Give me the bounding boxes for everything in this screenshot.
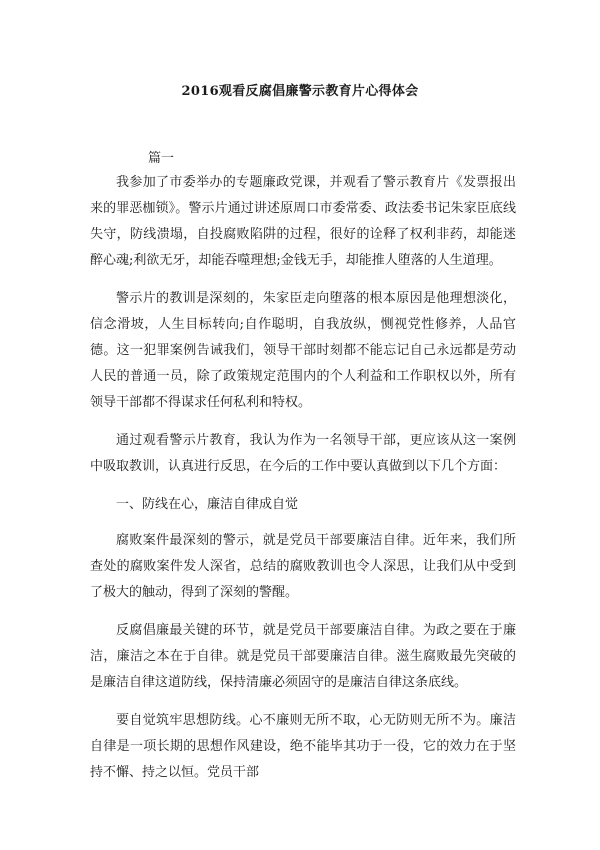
section-label: 篇一 (148, 151, 175, 166)
document-title: 2016观看反腐倡廉警示教育片心得体会 (181, 84, 419, 99)
paragraph: 警示片的教训是深刻的，朱家臣走向堕落的根本原因是他理想淡化，信念滑坡，人生目标转向;自作聪明，自我放纵，恻视党性修养，人品官德。这一犯罪案例告诫我们，领导干部时刻都不能忘记自己永远都是劳动人民的普通一员，除了政策规定范围内的个人利益和工作职权以外，所有领导干部都不得谋求任何私利和特权。 (90, 291, 516, 410)
paragraph: 反腐倡廉最关键的环节，就是党员干部要廉洁自律。为政之要在于廉洁，廉洁之本在于自律。就是党员干部要廉洁自律。滋生腐败最先突破的是廉洁自律这道防线，保持清廉必须固守的是廉洁自律这条底线。 (90, 623, 516, 690)
section-heading: 一、防线在心，廉洁自律成自觉 (116, 497, 299, 512)
paragraph: 我参加了市委举办的专题廉政党课，并观看了警示教育片《发票报出来的罪恶枷锁》。警示片通过讲述原周口市委常委、政法委书记朱家臣底线失守，防线溃塌，自投腐败陷阱的过程，很好的诠释了权利非药，却能迷醉心魂;利欲无牙，却能吞噬理想;金钱无手，却能推人堕落的人生道理。 (90, 175, 516, 268)
document-body (90, 170, 516, 798)
paragraph: 通过观看警示片教育，我认为作为一名领导干部，更应该从这一案例中吸取教训，认真进行反思，在今后的工作中要认真做到以下几个方面： (90, 433, 516, 474)
paragraph: 要自觉筑牢思想防线。心不廉则无所不取，心无防则无所不为。廉洁自律是一项长期的思想作风建设，绝不能毕其功于一役，它的效力在于坚持不懈、持之以恒。党员干部 (90, 713, 516, 780)
paragraph: 腐败案件最深刻的警示，就是党员干部要廉洁自律。近年来，我们所查处的腐败案件发人深省，总结的腐败教训也令人深思，让我们从中受到了极大的触动，得到了深刻的警醒。 (90, 533, 516, 600)
